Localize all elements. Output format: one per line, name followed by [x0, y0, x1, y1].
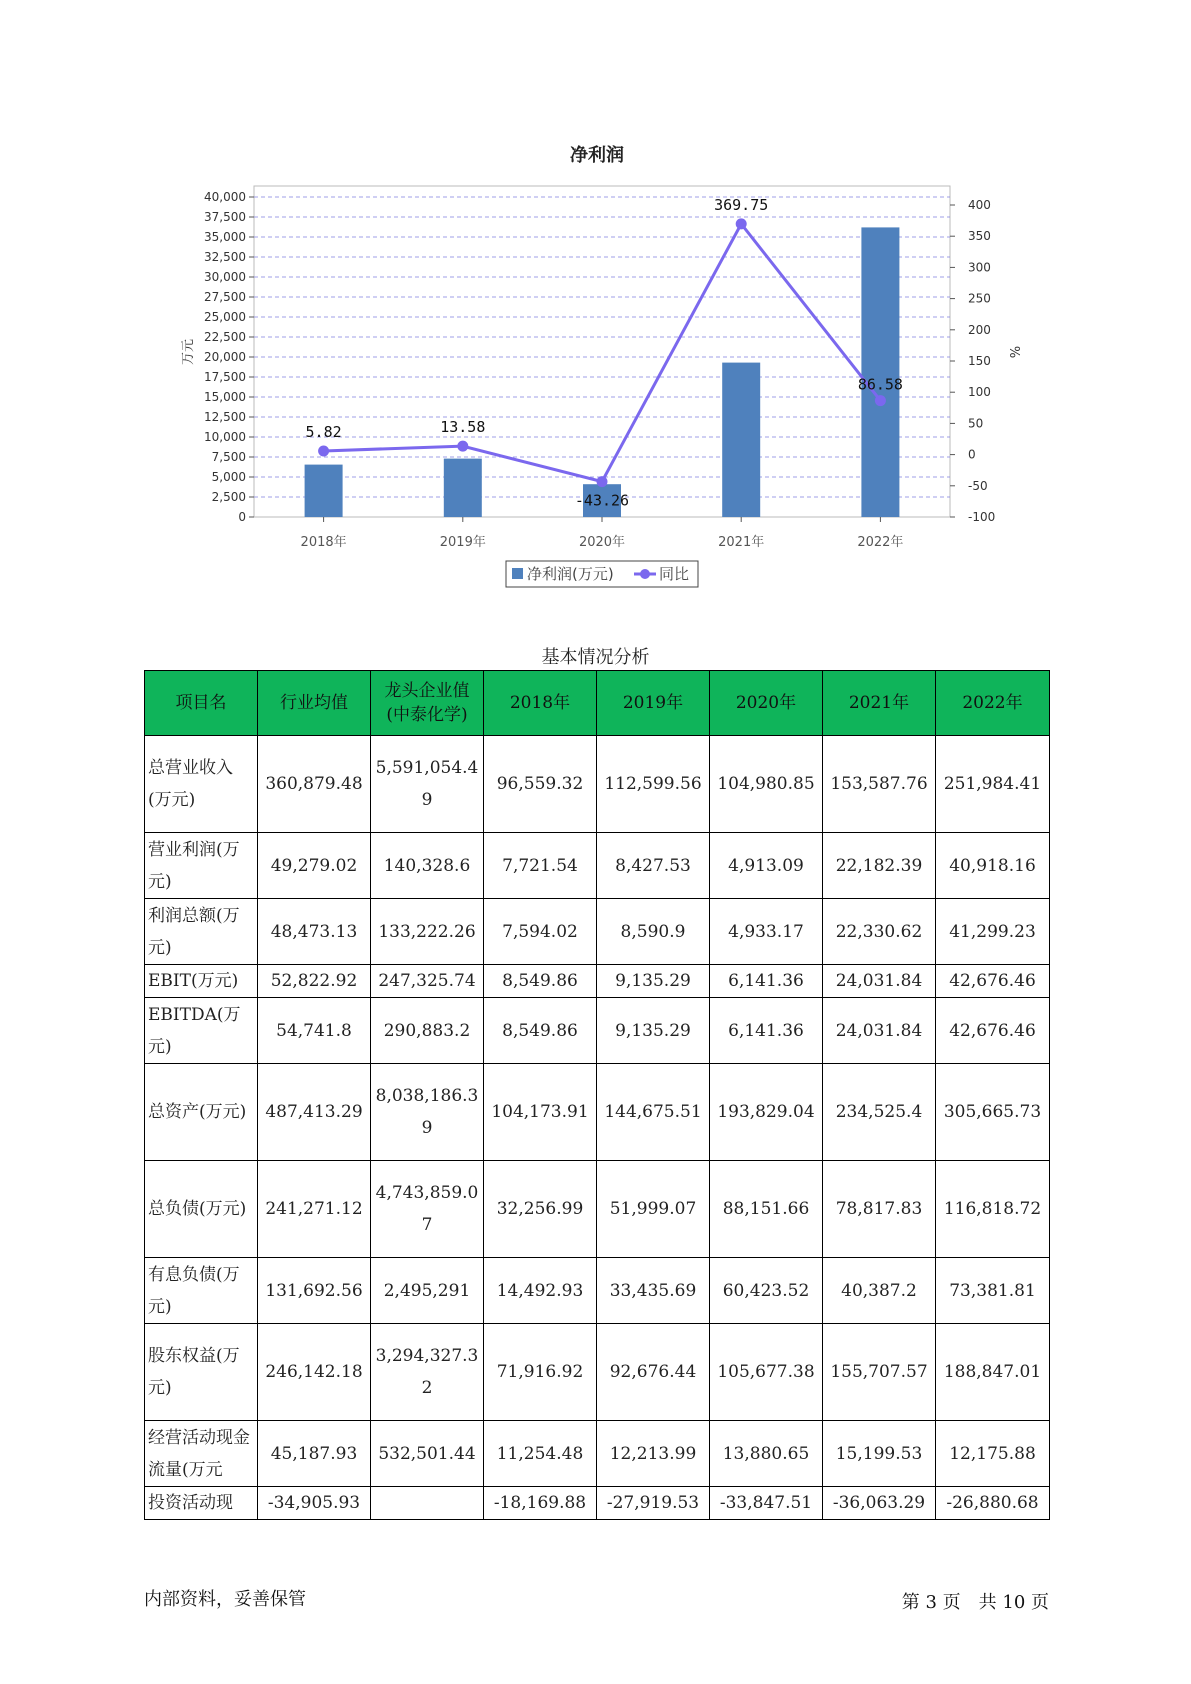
value-cell: 88,151.66	[710, 1161, 823, 1258]
value-cell: 8,038,186.39	[371, 1064, 484, 1161]
row-label-cell: 有息负债(万元)	[145, 1258, 258, 1324]
value-cell: -36,063.29	[823, 1487, 936, 1520]
value-cell: 131,692.56	[258, 1258, 371, 1324]
y-tick-label: 15,000	[204, 390, 246, 404]
y-tick-label: 0	[238, 510, 246, 524]
table-row	[145, 1161, 1050, 1258]
y-tick-label: 22,500	[204, 330, 246, 344]
bar-net-profit	[861, 227, 899, 517]
value-cell: 24,031.84	[823, 965, 936, 998]
value-cell: 105,677.38	[710, 1324, 823, 1421]
table-row	[145, 736, 1050, 833]
row-label-cell: 利润总额(万元)	[145, 899, 258, 965]
data-label-yoy: -43.26	[574, 491, 630, 510]
y-tick-label: 12,500	[204, 410, 246, 424]
legend-label-yoy: 同比	[659, 565, 690, 583]
y2-tick-label: 100	[968, 385, 991, 400]
row-label-cell: EBITDA(万元)	[145, 998, 258, 1064]
y2-tick-label: 50	[968, 416, 984, 431]
value-cell: 48,473.13	[258, 899, 371, 965]
y-tick-label: 40,000	[204, 190, 246, 204]
value-cell: 92,676.44	[597, 1324, 710, 1421]
row-label-cell: 总营业收入(万元)	[145, 736, 258, 833]
footer-page-number: 第 3 页 共 10 页	[901, 1592, 1049, 1613]
value-cell: 144,675.51	[597, 1064, 710, 1161]
value-cell: 52,822.92	[258, 965, 371, 998]
y2-tick-label: -100	[968, 510, 996, 524]
value-cell: 9,135.29	[597, 965, 710, 998]
value-cell: 153,587.76	[823, 736, 936, 833]
value-cell: 15,199.53	[823, 1421, 936, 1487]
legend-label-net-profit: 净利润(万元)	[527, 565, 614, 583]
value-cell: 8,427.53	[597, 833, 710, 899]
value-cell: 305,665.73	[936, 1064, 1050, 1161]
y2-tick-label: 350	[968, 229, 991, 244]
value-cell: 360,879.48	[258, 736, 371, 833]
value-cell: 71,916.92	[484, 1324, 597, 1421]
y2-axis-unit: %	[1006, 345, 1021, 359]
table-row	[145, 1324, 1050, 1421]
data-label-yoy: 86.58	[857, 375, 903, 394]
value-cell: 42,676.46	[936, 965, 1050, 998]
table-header-cell: 项目名	[145, 671, 258, 736]
data-label-yoy: 5.82	[305, 422, 342, 441]
table-header-cell: 2022年	[936, 671, 1050, 736]
y2-tick-label: -50	[968, 478, 988, 493]
table-header-cell: 2021年	[823, 671, 936, 736]
y-tick-label: 2,500	[211, 490, 246, 504]
value-cell: -34,905.93	[258, 1487, 371, 1520]
value-cell: 41,299.23	[936, 899, 1050, 965]
x-tick-label: 2021年	[718, 535, 765, 550]
value-cell: 6,141.36	[710, 998, 823, 1064]
table-row	[145, 833, 1050, 899]
value-cell: 2,495,291	[371, 1258, 484, 1324]
value-cell: -27,919.53	[597, 1487, 710, 1520]
value-cell: 8,549.86	[484, 965, 597, 998]
line-point-yoy	[875, 395, 886, 406]
row-label-cell: 投资活动现	[145, 1487, 258, 1520]
y-tick-label: 5,000	[211, 470, 246, 484]
y-tick-label: 35,000	[204, 230, 246, 244]
value-cell: 6,141.36	[710, 965, 823, 998]
value-cell: 24,031.84	[823, 998, 936, 1064]
value-cell: 140,328.6	[371, 833, 484, 899]
table-header-cell: 龙头企业值(中泰化学)	[371, 671, 484, 736]
value-cell: 193,829.04	[710, 1064, 823, 1161]
y-tick-label: 10,000	[204, 430, 246, 444]
value-cell: 33,435.69	[597, 1258, 710, 1324]
row-label-cell: 经营活动现金流量(万元	[145, 1421, 258, 1487]
y2-tick-label: 300	[968, 260, 991, 275]
value-cell: 60,423.52	[710, 1258, 823, 1324]
value-cell: 7,721.54	[484, 833, 597, 899]
y-axis-unit: 万元	[181, 338, 196, 366]
value-cell: 49,279.02	[258, 833, 371, 899]
value-cell: 40,918.16	[936, 833, 1050, 899]
table-caption: 基本情况分析	[541, 647, 650, 668]
x-tick-label: 2019年	[439, 535, 486, 550]
table-row	[145, 1421, 1050, 1487]
x-tick-label: 2022年	[857, 535, 904, 550]
net-profit-chart	[0, 0, 1191, 600]
value-cell: -18,169.88	[484, 1487, 597, 1520]
value-cell: 532,501.44	[371, 1421, 484, 1487]
value-cell: 188,847.01	[936, 1324, 1050, 1421]
value-cell: 42,676.46	[936, 998, 1050, 1064]
row-label-cell: 营业利润(万元)	[145, 833, 258, 899]
bar-net-profit	[722, 363, 760, 517]
value-cell: -33,847.51	[710, 1487, 823, 1520]
value-cell: 290,883.2	[371, 998, 484, 1064]
y-tick-label: 25,000	[204, 310, 246, 324]
table-row	[145, 1258, 1050, 1324]
x-tick-label: 2020年	[578, 535, 626, 550]
value-cell: 234,525.4	[823, 1064, 936, 1161]
table-header-cell: 行业均值	[258, 671, 371, 736]
table-header-row	[145, 671, 1050, 736]
row-label-cell: 总负债(万元)	[145, 1161, 258, 1258]
value-cell: 246,142.18	[258, 1324, 371, 1421]
y-tick-label: 17,500	[204, 370, 246, 384]
value-cell: 51,999.07	[597, 1161, 710, 1258]
table-row	[145, 1064, 1050, 1161]
value-cell: 54,741.8	[258, 998, 371, 1064]
chart-title: 净利润	[570, 145, 624, 166]
table-row	[145, 965, 1050, 998]
legend-swatch-bar	[512, 568, 523, 579]
value-cell: 247,325.74	[371, 965, 484, 998]
line-point-yoy	[457, 441, 468, 452]
y2-tick-label: 400	[968, 198, 991, 212]
chart-svg	[0, 0, 1191, 600]
y-tick-label: 37,500	[204, 210, 246, 224]
legend-swatch-point	[640, 569, 650, 579]
value-cell: 155,707.57	[823, 1324, 936, 1421]
bar-net-profit	[305, 465, 343, 517]
table-row	[145, 998, 1050, 1064]
y-tick-label: 20,000	[204, 350, 246, 364]
value-cell: 3,294,327.32	[371, 1324, 484, 1421]
value-cell: 14,492.93	[484, 1258, 597, 1324]
data-label-yoy: 369.75	[714, 195, 769, 214]
value-cell: 9,135.29	[597, 998, 710, 1064]
value-cell: 487,413.29	[258, 1064, 371, 1161]
footer-confidential-note: 内部资料，妥善保管	[144, 1589, 306, 1610]
y2-tick-label: 200	[968, 322, 991, 337]
line-point-yoy	[736, 218, 747, 229]
value-cell	[371, 1487, 484, 1520]
value-cell: 8,590.9	[597, 899, 710, 965]
row-label-cell: 总资产(万元)	[145, 1064, 258, 1161]
y-tick-label: 32,500	[204, 250, 246, 264]
value-cell: 45,187.93	[258, 1421, 371, 1487]
value-cell: 251,984.41	[936, 736, 1050, 833]
y-tick-label: 27,500	[204, 290, 246, 304]
table-row	[145, 899, 1050, 965]
value-cell: 11,254.48	[484, 1421, 597, 1487]
value-cell: 104,173.91	[484, 1064, 597, 1161]
value-cell: 13,880.65	[710, 1421, 823, 1487]
y2-tick-label: 150	[968, 354, 991, 368]
value-cell: 241,271.12	[258, 1161, 371, 1258]
row-label-cell: EBIT(万元)	[145, 965, 258, 998]
table-header-cell: 2020年	[710, 671, 823, 736]
value-cell: 73,381.81	[936, 1258, 1050, 1324]
value-cell: 8,549.86	[484, 998, 597, 1064]
line-point-yoy	[318, 445, 329, 456]
data-label-yoy: 13.58	[440, 418, 486, 437]
value-cell: 40,387.2	[823, 1258, 936, 1324]
value-cell: 7,594.02	[484, 899, 597, 965]
line-point-yoy	[597, 476, 608, 487]
table-row	[145, 1487, 1050, 1520]
bar-net-profit	[444, 459, 482, 517]
y-tick-label: 7,500	[211, 450, 246, 464]
value-cell: 12,213.99	[597, 1421, 710, 1487]
value-cell: 5,591,054.49	[371, 736, 484, 833]
table-header-cell: 2018年	[484, 671, 597, 736]
value-cell: 133,222.26	[371, 899, 484, 965]
analysis-table	[144, 670, 1050, 1520]
value-cell: 112,599.56	[597, 736, 710, 833]
y2-tick-label: 0	[968, 447, 976, 462]
value-cell: 22,182.39	[823, 833, 936, 899]
row-label-cell: 股东权益(万元)	[145, 1324, 258, 1421]
value-cell: 12,175.88	[936, 1421, 1050, 1487]
value-cell: 4,913.09	[710, 833, 823, 899]
table-header-cell: 2019年	[597, 671, 710, 736]
value-cell: 32,256.99	[484, 1161, 597, 1258]
plot-area	[254, 186, 950, 517]
y-tick-label: 30,000	[204, 270, 246, 284]
value-cell: 4,933.17	[710, 899, 823, 965]
value-cell: 104,980.85	[710, 736, 823, 833]
value-cell: 96,559.32	[484, 736, 597, 833]
value-cell: 4,743,859.07	[371, 1161, 484, 1258]
x-tick-label: 2018年	[300, 535, 347, 550]
value-cell: 22,330.62	[823, 899, 936, 965]
value-cell: 116,818.72	[936, 1161, 1050, 1258]
value-cell: 78,817.83	[823, 1161, 936, 1258]
value-cell: -26,880.68	[936, 1487, 1050, 1520]
y2-tick-label: 250	[968, 291, 991, 306]
